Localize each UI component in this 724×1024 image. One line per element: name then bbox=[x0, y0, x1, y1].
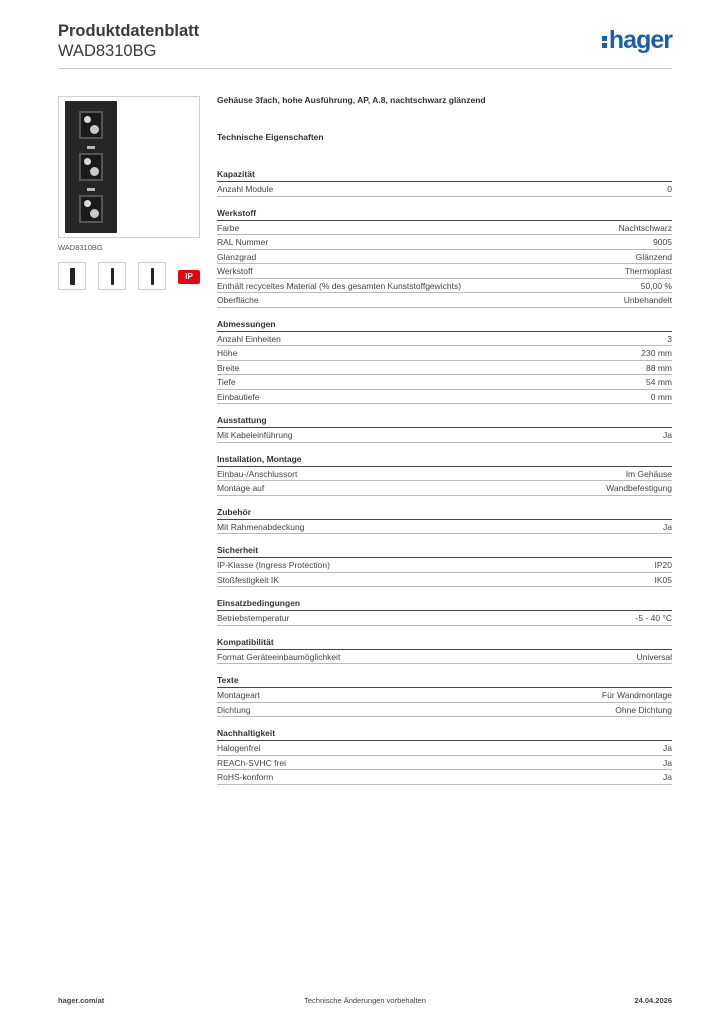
spec-section bbox=[217, 317, 672, 405]
spec-row bbox=[217, 390, 672, 405]
spec-label: Halogenfrei bbox=[217, 743, 261, 753]
spec-value: IP20 bbox=[654, 560, 672, 570]
spec-label: IP-Klasse (Ingress Protection) bbox=[217, 560, 330, 570]
spec-label: Werkstoff bbox=[217, 266, 253, 276]
spec-value: Ja bbox=[663, 430, 672, 440]
spec-row bbox=[217, 611, 672, 626]
spec-row bbox=[217, 235, 672, 250]
spec-sections bbox=[217, 167, 672, 785]
spec-label: Betriebstemperatur bbox=[217, 613, 290, 623]
spec-label: Glanzgrad bbox=[217, 251, 257, 262]
spec-value: Unbehandelt bbox=[623, 295, 672, 305]
spec-row bbox=[217, 703, 672, 718]
box-pin bbox=[87, 188, 95, 191]
spec-label: RoHS-konform bbox=[217, 772, 274, 782]
variant-thumbnail-2[interactable] bbox=[98, 262, 126, 290]
spec-section bbox=[217, 673, 672, 717]
spec-row bbox=[217, 481, 672, 496]
spec-label: Mit Rahmenabdeckung bbox=[217, 521, 305, 532]
page-header bbox=[58, 21, 672, 69]
spec-label: RAL Nummer bbox=[217, 237, 269, 247]
spec-row bbox=[217, 375, 672, 390]
product-image bbox=[58, 96, 200, 238]
spec-label: Einbautiefe bbox=[217, 391, 260, 402]
spec-label: Mit Kabeleinführung bbox=[217, 430, 293, 440]
variant-thumbnail-3[interactable] bbox=[138, 262, 166, 290]
variant-thumbnail-1[interactable] bbox=[58, 262, 86, 290]
spec-row bbox=[217, 428, 672, 443]
spec-row bbox=[217, 688, 672, 703]
spec-section bbox=[217, 596, 672, 626]
spec-section bbox=[217, 635, 672, 665]
section-title: Texte bbox=[217, 673, 672, 688]
spec-row bbox=[217, 361, 672, 376]
section-title: Zubehör bbox=[217, 505, 672, 520]
spec-row bbox=[217, 182, 672, 197]
footer-disclaimer: Technische Änderungen vorbehalten bbox=[304, 996, 426, 1005]
spec-value: 54 mm bbox=[646, 377, 672, 387]
section-title: Sicherheit bbox=[217, 543, 672, 558]
frame-icon bbox=[111, 268, 114, 285]
spec-section bbox=[217, 452, 672, 496]
logo-dots-icon bbox=[602, 36, 607, 48]
product-code: WAD8310BG bbox=[58, 42, 157, 60]
spec-row bbox=[217, 332, 672, 347]
footer-website[interactable]: hager.com/at bbox=[58, 996, 105, 1005]
spec-value: Nachtschwarz bbox=[618, 222, 672, 233]
spec-row bbox=[217, 558, 672, 573]
spec-value: Ohne Dichtung bbox=[615, 704, 672, 715]
spec-value: Ja bbox=[663, 521, 672, 532]
spec-value: 0 mm bbox=[650, 391, 672, 402]
spec-label: Höhe bbox=[217, 348, 238, 358]
spec-label: Tiefe bbox=[217, 377, 236, 387]
spec-value: Universal bbox=[636, 651, 672, 662]
variant-thumbnails bbox=[58, 262, 200, 290]
section-title: Ausstattung bbox=[217, 413, 672, 428]
image-caption: WAD8310BG bbox=[58, 243, 103, 252]
section-title: Kompatibilität bbox=[217, 635, 672, 650]
spec-row bbox=[217, 293, 672, 308]
spec-label: Breite bbox=[217, 362, 240, 373]
section-title: Werkstoff bbox=[217, 206, 672, 221]
box-slot bbox=[79, 153, 103, 181]
spec-value: 0 bbox=[667, 184, 672, 194]
spec-value: Wandbefestigung bbox=[606, 483, 672, 493]
spec-section bbox=[217, 726, 672, 785]
spec-label: Stoßfestigkeit IK bbox=[217, 574, 279, 585]
spec-section bbox=[217, 167, 672, 197]
spec-value: IK05 bbox=[654, 574, 672, 585]
ip-badge-icon: IP bbox=[178, 270, 200, 284]
spec-value: 230 mm bbox=[641, 348, 672, 358]
spec-label: Format Geräteeinbaumöglichkeit bbox=[217, 651, 341, 662]
page-title: Produktdatenblatt bbox=[58, 22, 200, 40]
product-description: Gehäuse 3fach, hohe Ausführung, AP, A.8, nachtschwarz glänzend bbox=[217, 95, 486, 105]
spec-value: Ja bbox=[663, 757, 672, 768]
spec-value: Im Gehäuse bbox=[625, 468, 672, 479]
section-title: Installation, Montage bbox=[217, 452, 672, 467]
spec-value: 3 bbox=[667, 333, 672, 344]
spec-row bbox=[217, 741, 672, 756]
spec-row bbox=[217, 250, 672, 265]
frame-icon bbox=[151, 268, 154, 285]
spec-label: Enthält recyceltes Material (% des gesamten Kunststoffgewichts) bbox=[217, 280, 462, 291]
triple-box-illustration bbox=[65, 101, 117, 233]
spec-value: Ja bbox=[663, 772, 672, 782]
product-details bbox=[217, 92, 672, 794]
box-pin bbox=[87, 146, 95, 149]
spec-label: Anzahl Einheiten bbox=[217, 333, 281, 344]
spec-row bbox=[217, 279, 672, 294]
spec-value: 50,00 % bbox=[640, 280, 672, 291]
box-slot bbox=[79, 195, 103, 223]
section-title: Nachhaltigkeit bbox=[217, 726, 672, 741]
logo-text: hager bbox=[608, 26, 672, 54]
spec-label: Einbau-/Anschlussort bbox=[217, 468, 298, 479]
technical-properties-title: Technische Eigenschaften bbox=[217, 132, 324, 142]
box-slot bbox=[79, 111, 103, 139]
spec-row bbox=[217, 573, 672, 588]
spec-row bbox=[217, 264, 672, 279]
spec-section bbox=[217, 505, 672, 535]
spec-row bbox=[217, 520, 672, 535]
spec-label: Oberfläche bbox=[217, 295, 259, 305]
spec-value: Thermoplast bbox=[624, 266, 672, 276]
spec-row bbox=[217, 346, 672, 361]
spec-label: REACh-SVHC frei bbox=[217, 757, 286, 768]
spec-value: Für Wandmontage bbox=[601, 690, 672, 700]
hager-logo bbox=[602, 27, 672, 53]
section-title: Abmessungen bbox=[217, 317, 672, 332]
frame-icon bbox=[70, 268, 75, 285]
page-footer bbox=[58, 996, 672, 1008]
spec-label: Anzahl Module bbox=[217, 184, 274, 194]
spec-value: 9005 bbox=[653, 237, 672, 247]
section-title: Einsatzbedingungen bbox=[217, 596, 672, 611]
spec-value: Glänzend bbox=[635, 251, 672, 262]
spec-row bbox=[217, 756, 672, 771]
spec-value: Ja bbox=[663, 743, 672, 753]
spec-section bbox=[217, 543, 672, 587]
spec-row bbox=[217, 221, 672, 236]
spec-section bbox=[217, 413, 672, 443]
section-title: Kapazität bbox=[217, 167, 672, 182]
spec-section bbox=[217, 206, 672, 308]
spec-label: Farbe bbox=[217, 222, 240, 233]
spec-value: -5 - 40 °C bbox=[635, 613, 672, 623]
footer-date: 24.04.2026 bbox=[634, 996, 672, 1005]
spec-label: Dichtung bbox=[217, 704, 251, 715]
spec-value: 88 mm bbox=[646, 362, 672, 373]
spec-label: Montage auf bbox=[217, 483, 265, 493]
spec-row bbox=[217, 650, 672, 665]
spec-label: Montageart bbox=[217, 690, 260, 700]
spec-row bbox=[217, 770, 672, 785]
spec-row bbox=[217, 467, 672, 482]
